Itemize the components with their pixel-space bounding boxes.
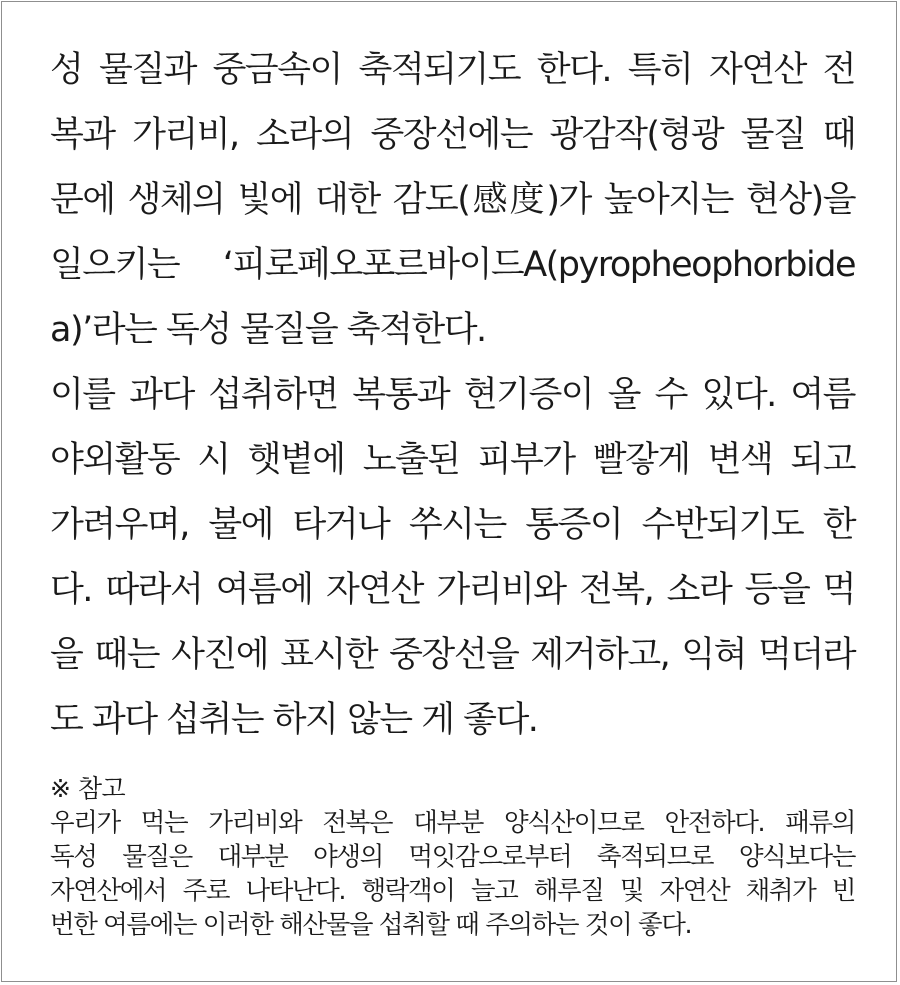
body-line: 야외활동 시 햇볕에 노출된 피부가 빨갛게 변색 되고 bbox=[50, 440, 855, 480]
body-line: a)’라는 독성 물질을 축적한다. bbox=[50, 310, 486, 350]
article-body bbox=[50, 38, 855, 753]
note-line: 우리가 먹는 가리비와 전복은 대부분 양식산이므로 안전하다. 패류의 bbox=[50, 808, 855, 838]
body-line: 문에 생체의 빛에 대한 감도(感度)가 높아지는 현상)을 bbox=[50, 180, 855, 220]
note-line: 번한 여름에는 이러한 해산물을 섭취할 때 주의하는 것이 좋다. bbox=[50, 910, 692, 940]
body-line: 도 과다 섭취는 하지 않는 게 좋다. bbox=[50, 700, 538, 740]
body-line: 가려우며, 불에 타거나 쑤시는 통증이 수반되기도 한 bbox=[50, 505, 855, 545]
body-line: 다. 따라서 여름에 자연산 가리비와 전복, 소라 등을 먹 bbox=[50, 570, 855, 610]
note-line: 독성 물질은 대부분 야생의 먹잇감으로부터 축적되므로 양식보다는 bbox=[50, 842, 855, 872]
body-line: 이를 과다 섭취하면 복통과 현기증이 올 수 있다. 여름 bbox=[50, 375, 855, 415]
reference-note bbox=[50, 772, 855, 942]
note-title: ※ 참고 bbox=[50, 774, 126, 803]
body-line: 복과 가리비, 소라의 중장선에는 광감작(형광 물질 때 bbox=[50, 115, 855, 155]
body-line: 성 물질과 중금속이 축적되기도 한다. 특히 자연산 전 bbox=[50, 50, 855, 90]
note-line: 자연산에서 주로 나타난다. 행락객이 늘고 해루질 및 자연산 채취가 빈 bbox=[50, 876, 855, 906]
body-line: 일으키는 ‘피로페오포르바이드A(pyropheophorbide bbox=[50, 245, 855, 285]
body-line: 을 때는 사진에 표시한 중장선을 제거하고, 익혀 먹더라 bbox=[50, 635, 855, 675]
